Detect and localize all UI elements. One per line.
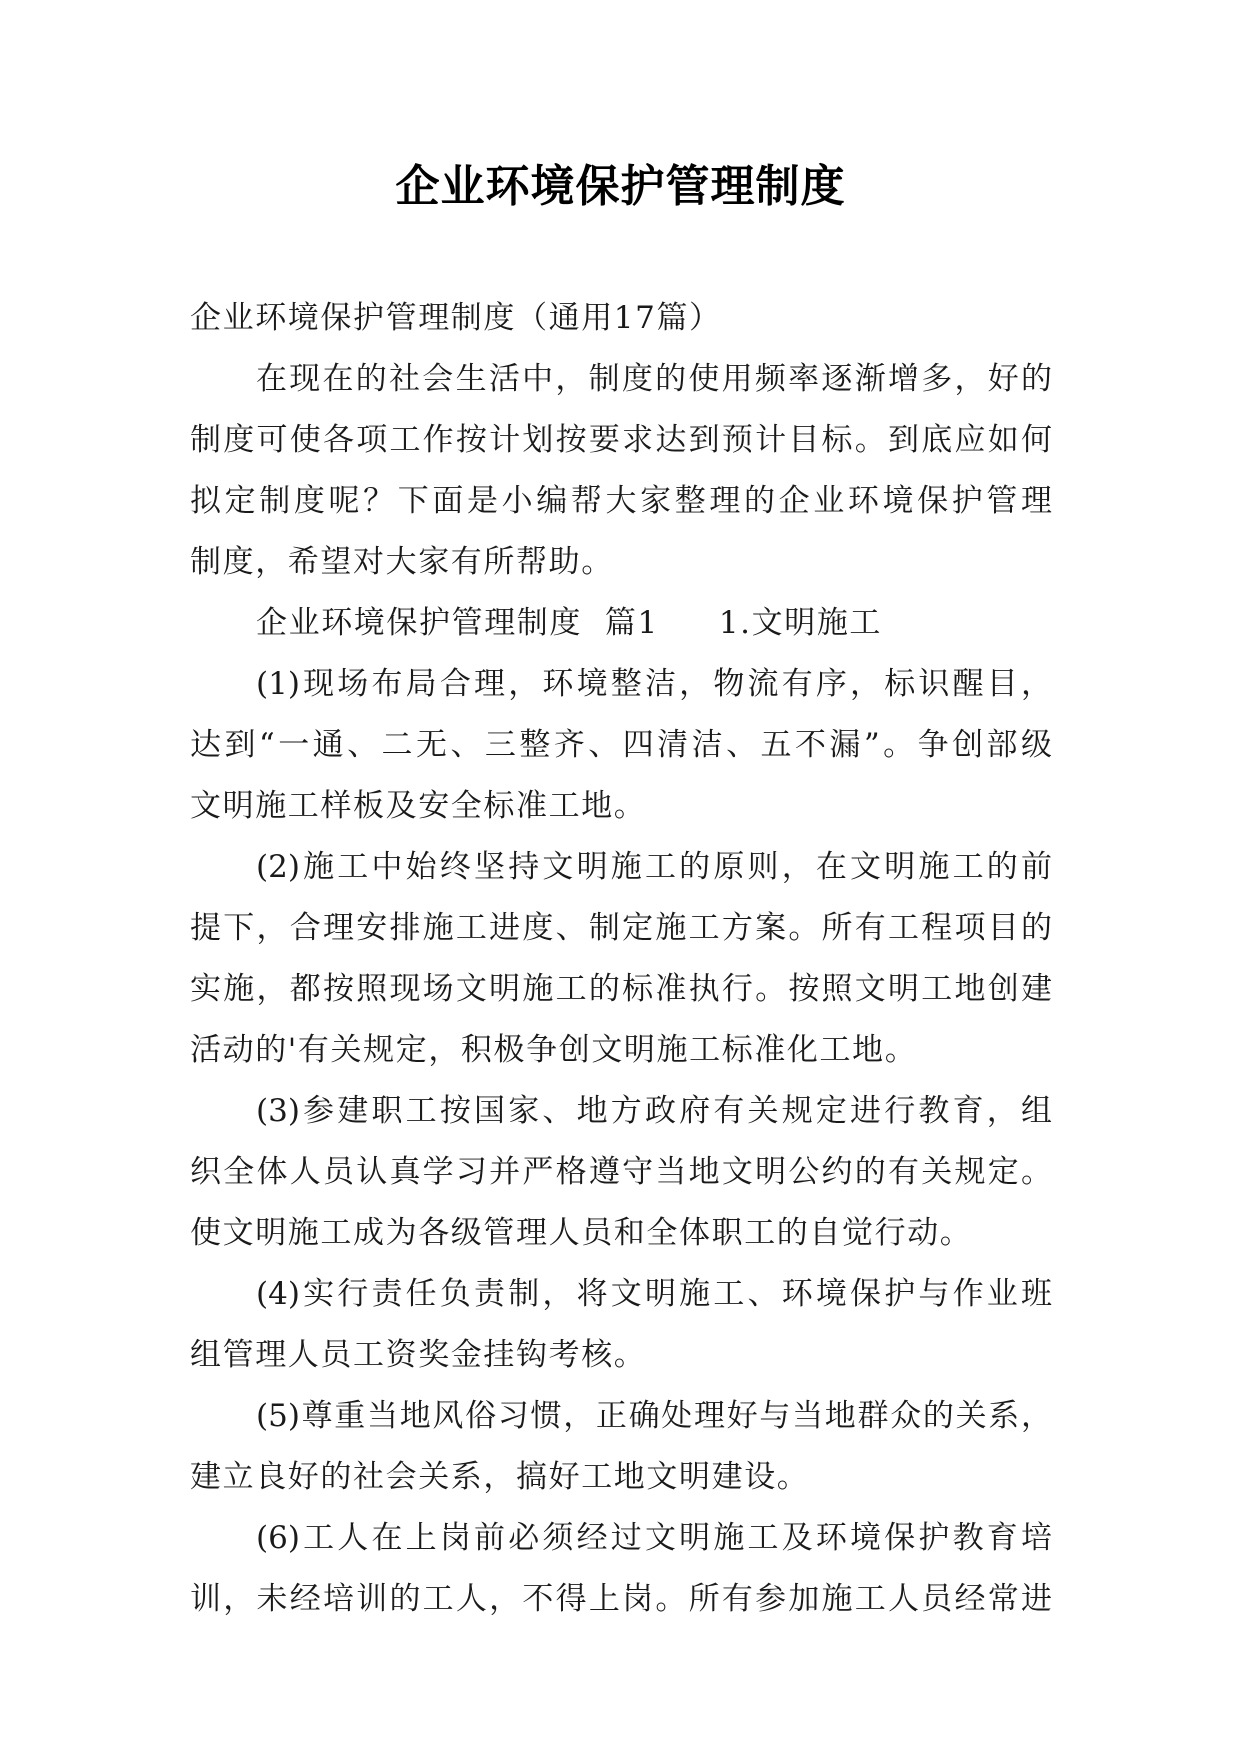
paragraph-line: 训，未经培训的工人，不得上岗。所有参加施工人员经常进 (190, 1581, 1052, 1617)
document-subtitle: 企业环境保护管理制度（通用17篇） (190, 300, 722, 336)
paragraph-line: (3)参建职工按国家、地方政府有关规定进行教育，组 (256, 1093, 1052, 1129)
paragraph-line: 组管理人员工资奖金挂钩考核。 (190, 1337, 647, 1373)
document-title: 企业环境保护管理制度 (395, 161, 846, 212)
intro-line: 制度，希望对大家有所帮助。 (190, 544, 614, 580)
document-body (190, 288, 1052, 1630)
paragraph-line: 文明施工样板及安全标准工地。 (190, 788, 647, 824)
paragraph-line: (1)现场布局合理，环境整洁，物流有序，标识醒目， (256, 666, 1052, 702)
paragraph-line: (5)尊重当地风俗习惯，正确处理好与当地群众的关系， (256, 1398, 1052, 1434)
paragraph-line: 活动的'有关规定，积极争创文明施工标准化工地。 (190, 1032, 918, 1068)
intro-line: 拟定制度呢？下面是小编帮大家整理的企业环境保护管理 (190, 483, 1052, 519)
section-heading-item: 1.文明施工 (718, 605, 883, 641)
section-heading (190, 593, 1052, 654)
paragraph-line: 使文明施工成为各级管理人员和全体职工的自觉行动。 (190, 1215, 973, 1251)
section-heading-label: 企业环境保护管理制度 篇1 (256, 605, 659, 641)
paragraph-line: (4)实行责任负责制，将文明施工、环境保护与作业班 (256, 1276, 1052, 1312)
intro-line: 在现在的社会生活中，制度的使用频率逐渐增多，好的 (256, 361, 1052, 397)
paragraph-line: (6)工人在上岗前必须经过文明施工及环境保护教育培 (256, 1520, 1052, 1556)
paragraph-line: 达到“一通、二无、三整齐、四清洁、五不漏”。争创部级 (190, 727, 1052, 763)
paragraph-line: (2)施工中始终坚持文明施工的原则，在文明施工的前 (256, 849, 1052, 885)
paragraph-line: 织全体人员认真学习并严格遵守当地文明公约的有关规定。 (190, 1154, 1052, 1190)
intro-line: 制度可使各项工作按计划按要求达到预计目标。到底应如何 (190, 422, 1052, 458)
paragraph-line: 建立良好的社会关系，搞好工地文明建设。 (190, 1459, 810, 1495)
paragraph-line: 提下，合理安排施工进度、制定施工方案。所有工程项目的 (190, 910, 1052, 946)
paragraph-line: 实施，都按照现场文明施工的标准执行。按照文明工地创建 (190, 971, 1052, 1007)
